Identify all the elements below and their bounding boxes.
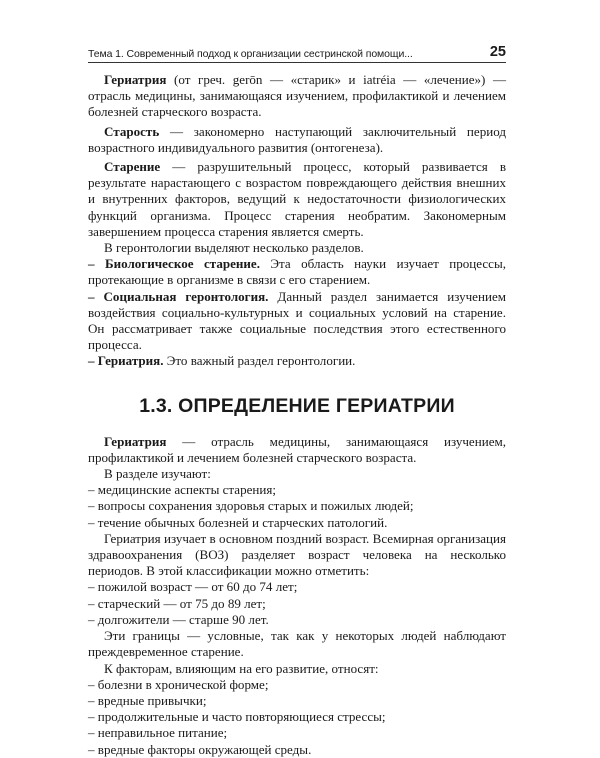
section-intro-text: — отрасль медицины, занимающаяся изучением, профилактикой и лечением болезней старческого возраста. bbox=[88, 433, 506, 465]
running-header bbox=[88, 44, 506, 63]
list-item: – медицинские аспекты старения; bbox=[88, 482, 276, 498]
list-item: – продолжительные и часто повторяющиеся стрессы; bbox=[88, 709, 386, 725]
term-section-geriatria: Гериатрия bbox=[104, 433, 167, 449]
term-geriatria: Гериатрия bbox=[104, 72, 167, 87]
term-bio: – Биологическое старение. bbox=[88, 256, 260, 272]
term-starost: Старость bbox=[104, 123, 160, 139]
list-item: – неправильное питание; bbox=[88, 725, 228, 741]
list-item: – болезни в хронической форме; bbox=[88, 676, 269, 692]
book-page bbox=[88, 44, 506, 758]
list-item: – вредные факторы окружающей среды. bbox=[88, 741, 312, 757]
who-paragraph: Гериатрия изучает в основном поздний возраст. Всемирная организация здравоохранения (ВОЗ) разделяет возраст человека на несколько периодов. В этой классификации можно отметить: bbox=[88, 530, 506, 579]
definition-starost bbox=[88, 124, 506, 156]
definition-starost-text: — закономерно наступающий заключительный период возрастного индивидуального развития (онтогенеза). bbox=[88, 123, 506, 155]
borders-paragraph: Эти границы — условные, так как у некоторых людей наблюдают преждевременное старение. bbox=[88, 628, 506, 660]
factors-label: К факторам, влияющим на его развитие, относят: bbox=[104, 660, 379, 676]
section-bio-text: Эта область науки изучает процессы, протекающие в организме в связи с его старением. bbox=[88, 256, 506, 288]
page-number: 25 bbox=[489, 44, 506, 60]
term-starenie: Старение bbox=[104, 159, 161, 175]
list-item: – старческий — от 75 до 89 лет; bbox=[88, 595, 266, 611]
section-social bbox=[88, 289, 506, 354]
section-heading: 1.3. ОПРЕДЕЛЕНИЕ ГЕРИАТРИИ bbox=[139, 394, 455, 417]
list-item: – течение обычных болезней и старческих патологий. bbox=[88, 514, 388, 530]
section-intro bbox=[88, 434, 506, 466]
term-social: – Социальная геронтология. bbox=[88, 288, 269, 304]
list-item: – долгожители — старше 90 лет. bbox=[88, 611, 269, 627]
list-item: – пожилой возраст — от 60 до 74 лет; bbox=[88, 579, 298, 595]
section-social-text: Данный раздел занимается изучением воздействия социально-культурных и социальных условий на старение. Он рассматривает также социальные последствия этого естественного процесса. bbox=[88, 288, 506, 353]
section-geriatria bbox=[88, 353, 506, 369]
definition-geriatria bbox=[88, 72, 506, 121]
section-geriatria-text: Это важный раздел геронтологии. bbox=[163, 353, 356, 369]
list-item: – вредные привычки; bbox=[88, 692, 207, 708]
studies-label: В разделе изучают: bbox=[104, 466, 211, 482]
definition-geriatria-text: (от греч. gerōn — «старик» и iatréia — «лечение») — отрасль медицины, занимающаяся изучением, профилактикой и лечением болезней старческого возраста. bbox=[88, 72, 506, 120]
list-item: – вопросы сохранения здоровья старых и пожилых людей; bbox=[88, 498, 414, 514]
definition-starenie-text: — разрушительный процесс, который развивается в результате нарастающего с возрастом повреждающего действия внешних и внутренних факторов, ведущий к недостаточности физиологических функций организма. Процесс старения необратим. Закономерным завершением процесса старения является смерть. bbox=[88, 159, 506, 239]
section-bio bbox=[88, 256, 506, 288]
running-title: Тема 1. Современный подход к организации сестринской помощи... bbox=[88, 48, 413, 60]
term-ger: – Гериатрия. bbox=[88, 353, 164, 369]
sections-intro: В геронтологии выделяют несколько разделов. bbox=[104, 240, 364, 256]
definition-starenie bbox=[88, 159, 506, 240]
